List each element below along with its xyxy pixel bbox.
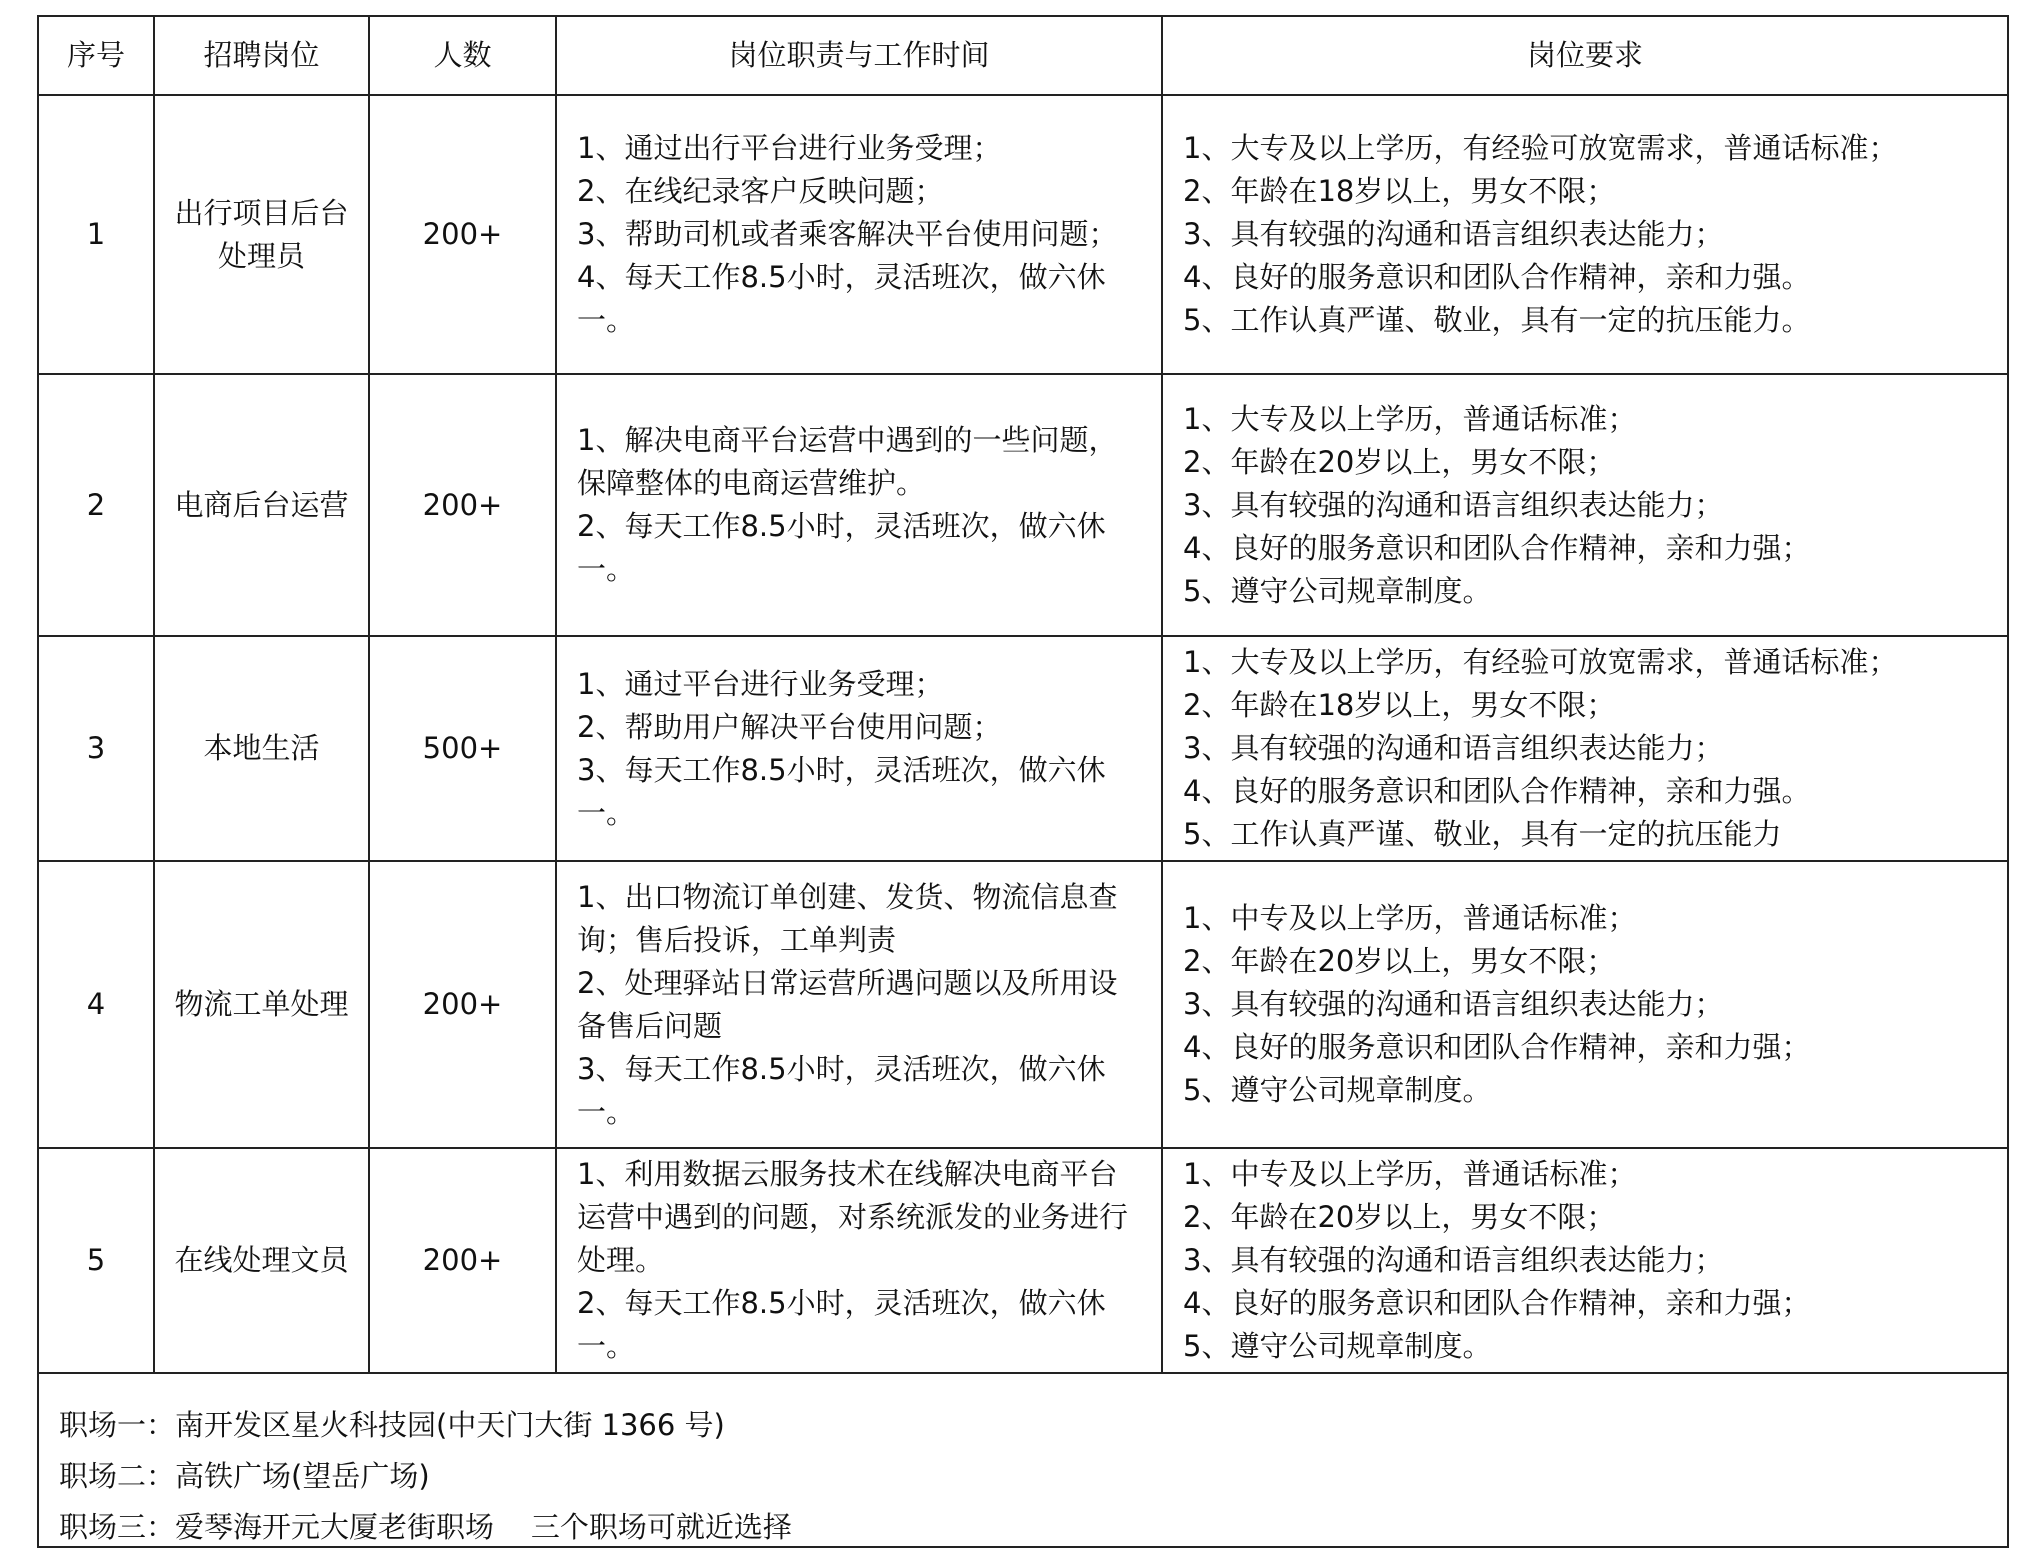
row-requirements xyxy=(1162,636,2007,861)
requirement-line: 3、具有较强的沟通和语言组织表达能力； xyxy=(1183,987,1724,1021)
row-count: 200+ xyxy=(369,374,556,636)
row-position: 物流工单处理 xyxy=(154,861,369,1148)
row-position: 在线处理文员 xyxy=(154,1148,369,1373)
row-duties xyxy=(556,636,1162,861)
row-duties xyxy=(556,374,1162,636)
duty-line: 1、利用数据云服务技术在线解决电商平台运营中遇到的问题，对系统派发的业务进行处理。 xyxy=(577,1157,1129,1277)
row-no: 1 xyxy=(39,95,154,374)
duty-line: 3、每天工作8.5小时，灵活班次，做六休一。 xyxy=(577,752,1106,830)
duty-line: 1、出口物流订单创建、发货、物流信息查询；售后投诉，工单判责 xyxy=(577,879,1118,957)
requirement-line: 4、良好的服务意识和团队合作精神，亲和力强。 xyxy=(1183,774,1811,808)
table-header-row xyxy=(39,17,2007,95)
row-no: 5 xyxy=(39,1148,154,1373)
requirement-line: 4、良好的服务意识和团队合作精神，亲和力强。 xyxy=(1183,260,1811,294)
row-requirements xyxy=(1162,374,2007,636)
recruitment-table xyxy=(39,17,2007,1374)
row-requirements xyxy=(1162,95,2007,374)
duty-line: 1、通过平台进行业务受理； xyxy=(577,666,944,701)
header-no: 序号 xyxy=(39,17,154,95)
row-no: 2 xyxy=(39,374,154,636)
workplace-footer xyxy=(39,1374,2007,1553)
header-duties: 岗位职责与工作时间 xyxy=(556,17,1162,95)
requirement-line: 2、年龄在18岁以上，男女不限； xyxy=(1183,688,1616,722)
row-duties xyxy=(556,1148,1162,1373)
row-count: 200+ xyxy=(369,95,556,374)
duty-line: 2、每天工作8.5小时，灵活班次，做六休一。 xyxy=(577,509,1106,586)
table-row xyxy=(39,861,2007,1148)
requirement-line: 1、大专及以上学历，有经验可放宽需求，普通话标准； xyxy=(1183,645,1898,679)
requirement-line: 2、年龄在18岁以上，男女不限； xyxy=(1183,174,1616,208)
requirement-line: 3、具有较强的沟通和语言组织表达能力； xyxy=(1183,487,1724,522)
requirement-line: 5、工作认真严谨、敬业，具有一定的抗压能力 xyxy=(1183,817,1782,851)
requirement-line: 1、中专及以上学历，普通话标准； xyxy=(1183,901,1637,935)
duty-line: 4、每天工作8.5小时，灵活班次，做六休一。 xyxy=(577,260,1106,337)
row-no: 3 xyxy=(39,636,154,861)
table-row xyxy=(39,95,2007,374)
duty-line: 3、帮助司机或者乘客解决平台使用问题； xyxy=(577,217,1118,251)
requirement-line: 4、良好的服务意识和团队合作精神，亲和力强； xyxy=(1183,530,1811,565)
requirement-line: 2、年龄在20岁以上，男女不限； xyxy=(1183,1200,1616,1234)
requirement-line: 5、遵守公司规章制度。 xyxy=(1183,1073,1492,1107)
requirement-line: 4、良好的服务意识和团队合作精神，亲和力强； xyxy=(1183,1030,1811,1064)
row-position: 本地生活 xyxy=(154,636,369,861)
row-requirements xyxy=(1162,1148,2007,1373)
requirement-line: 5、遵守公司规章制度。 xyxy=(1183,573,1492,608)
header-count: 人数 xyxy=(369,17,556,95)
duty-line: 3、每天工作8.5小时，灵活班次，做六休一。 xyxy=(577,1051,1106,1129)
table-row xyxy=(39,374,2007,636)
requirement-line: 5、遵守公司规章制度。 xyxy=(1183,1329,1492,1363)
requirement-line: 3、具有较强的沟通和语言组织表达能力； xyxy=(1183,731,1724,765)
duty-line: 2、在线纪录客户反映问题； xyxy=(577,174,944,208)
row-count: 200+ xyxy=(369,1148,556,1373)
requirement-line: 1、大专及以上学历，普通话标准； xyxy=(1183,401,1637,436)
header-position: 招聘岗位 xyxy=(154,17,369,95)
table-row xyxy=(39,1148,2007,1373)
duty-line: 1、解决电商平台运营中遇到的一些问题，保障整体的电商运营维护。 xyxy=(577,423,1118,500)
row-requirements xyxy=(1162,861,2007,1148)
workplace-line: 职场二：高铁广场(望岳广场) xyxy=(59,1459,430,1493)
requirement-line: 1、大专及以上学历，有经验可放宽需求，普通话标准； xyxy=(1183,131,1898,165)
duty-line: 2、处理驿站日常运营所遇问题以及所用设备售后问题 xyxy=(577,965,1118,1043)
duty-line: 2、每天工作8.5小时，灵活班次，做六休一。 xyxy=(577,1286,1106,1363)
row-duties xyxy=(556,861,1162,1148)
requirement-line: 2、年龄在20岁以上，男女不限； xyxy=(1183,944,1616,978)
row-position: 出行项目后台处理员 xyxy=(154,95,369,374)
requirement-line: 3、具有较强的沟通和语言组织表达能力； xyxy=(1183,1243,1724,1277)
row-count: 200+ xyxy=(369,861,556,1148)
requirement-line: 3、具有较强的沟通和语言组织表达能力； xyxy=(1183,217,1724,251)
row-count: 500+ xyxy=(369,636,556,861)
requirement-line: 2、年龄在20岁以上，男女不限； xyxy=(1183,444,1616,479)
requirement-line: 1、中专及以上学历，普通话标准； xyxy=(1183,1157,1637,1191)
table-row xyxy=(39,636,2007,861)
header-requirements: 岗位要求 xyxy=(1162,17,2007,95)
requirement-line: 4、良好的服务意识和团队合作精神，亲和力强； xyxy=(1183,1286,1811,1320)
workplace-line: 职场三：爱琴海开元大厦老街职场 三个职场可就近选择 xyxy=(59,1510,792,1544)
workplace-line: 职场一：南开发区星火科技园(中天门大街 1366 号) xyxy=(59,1408,725,1442)
row-no: 4 xyxy=(39,861,154,1148)
duty-line: 1、通过出行平台进行业务受理； xyxy=(577,131,1002,165)
recruitment-sheet xyxy=(37,15,2009,1548)
row-position: 电商后台运营 xyxy=(154,374,369,636)
row-duties xyxy=(556,95,1162,374)
duty-line: 2、帮助用户解决平台使用问题； xyxy=(577,709,1002,744)
requirement-line: 5、工作认真严谨、敬业，具有一定的抗压能力。 xyxy=(1183,303,1811,337)
